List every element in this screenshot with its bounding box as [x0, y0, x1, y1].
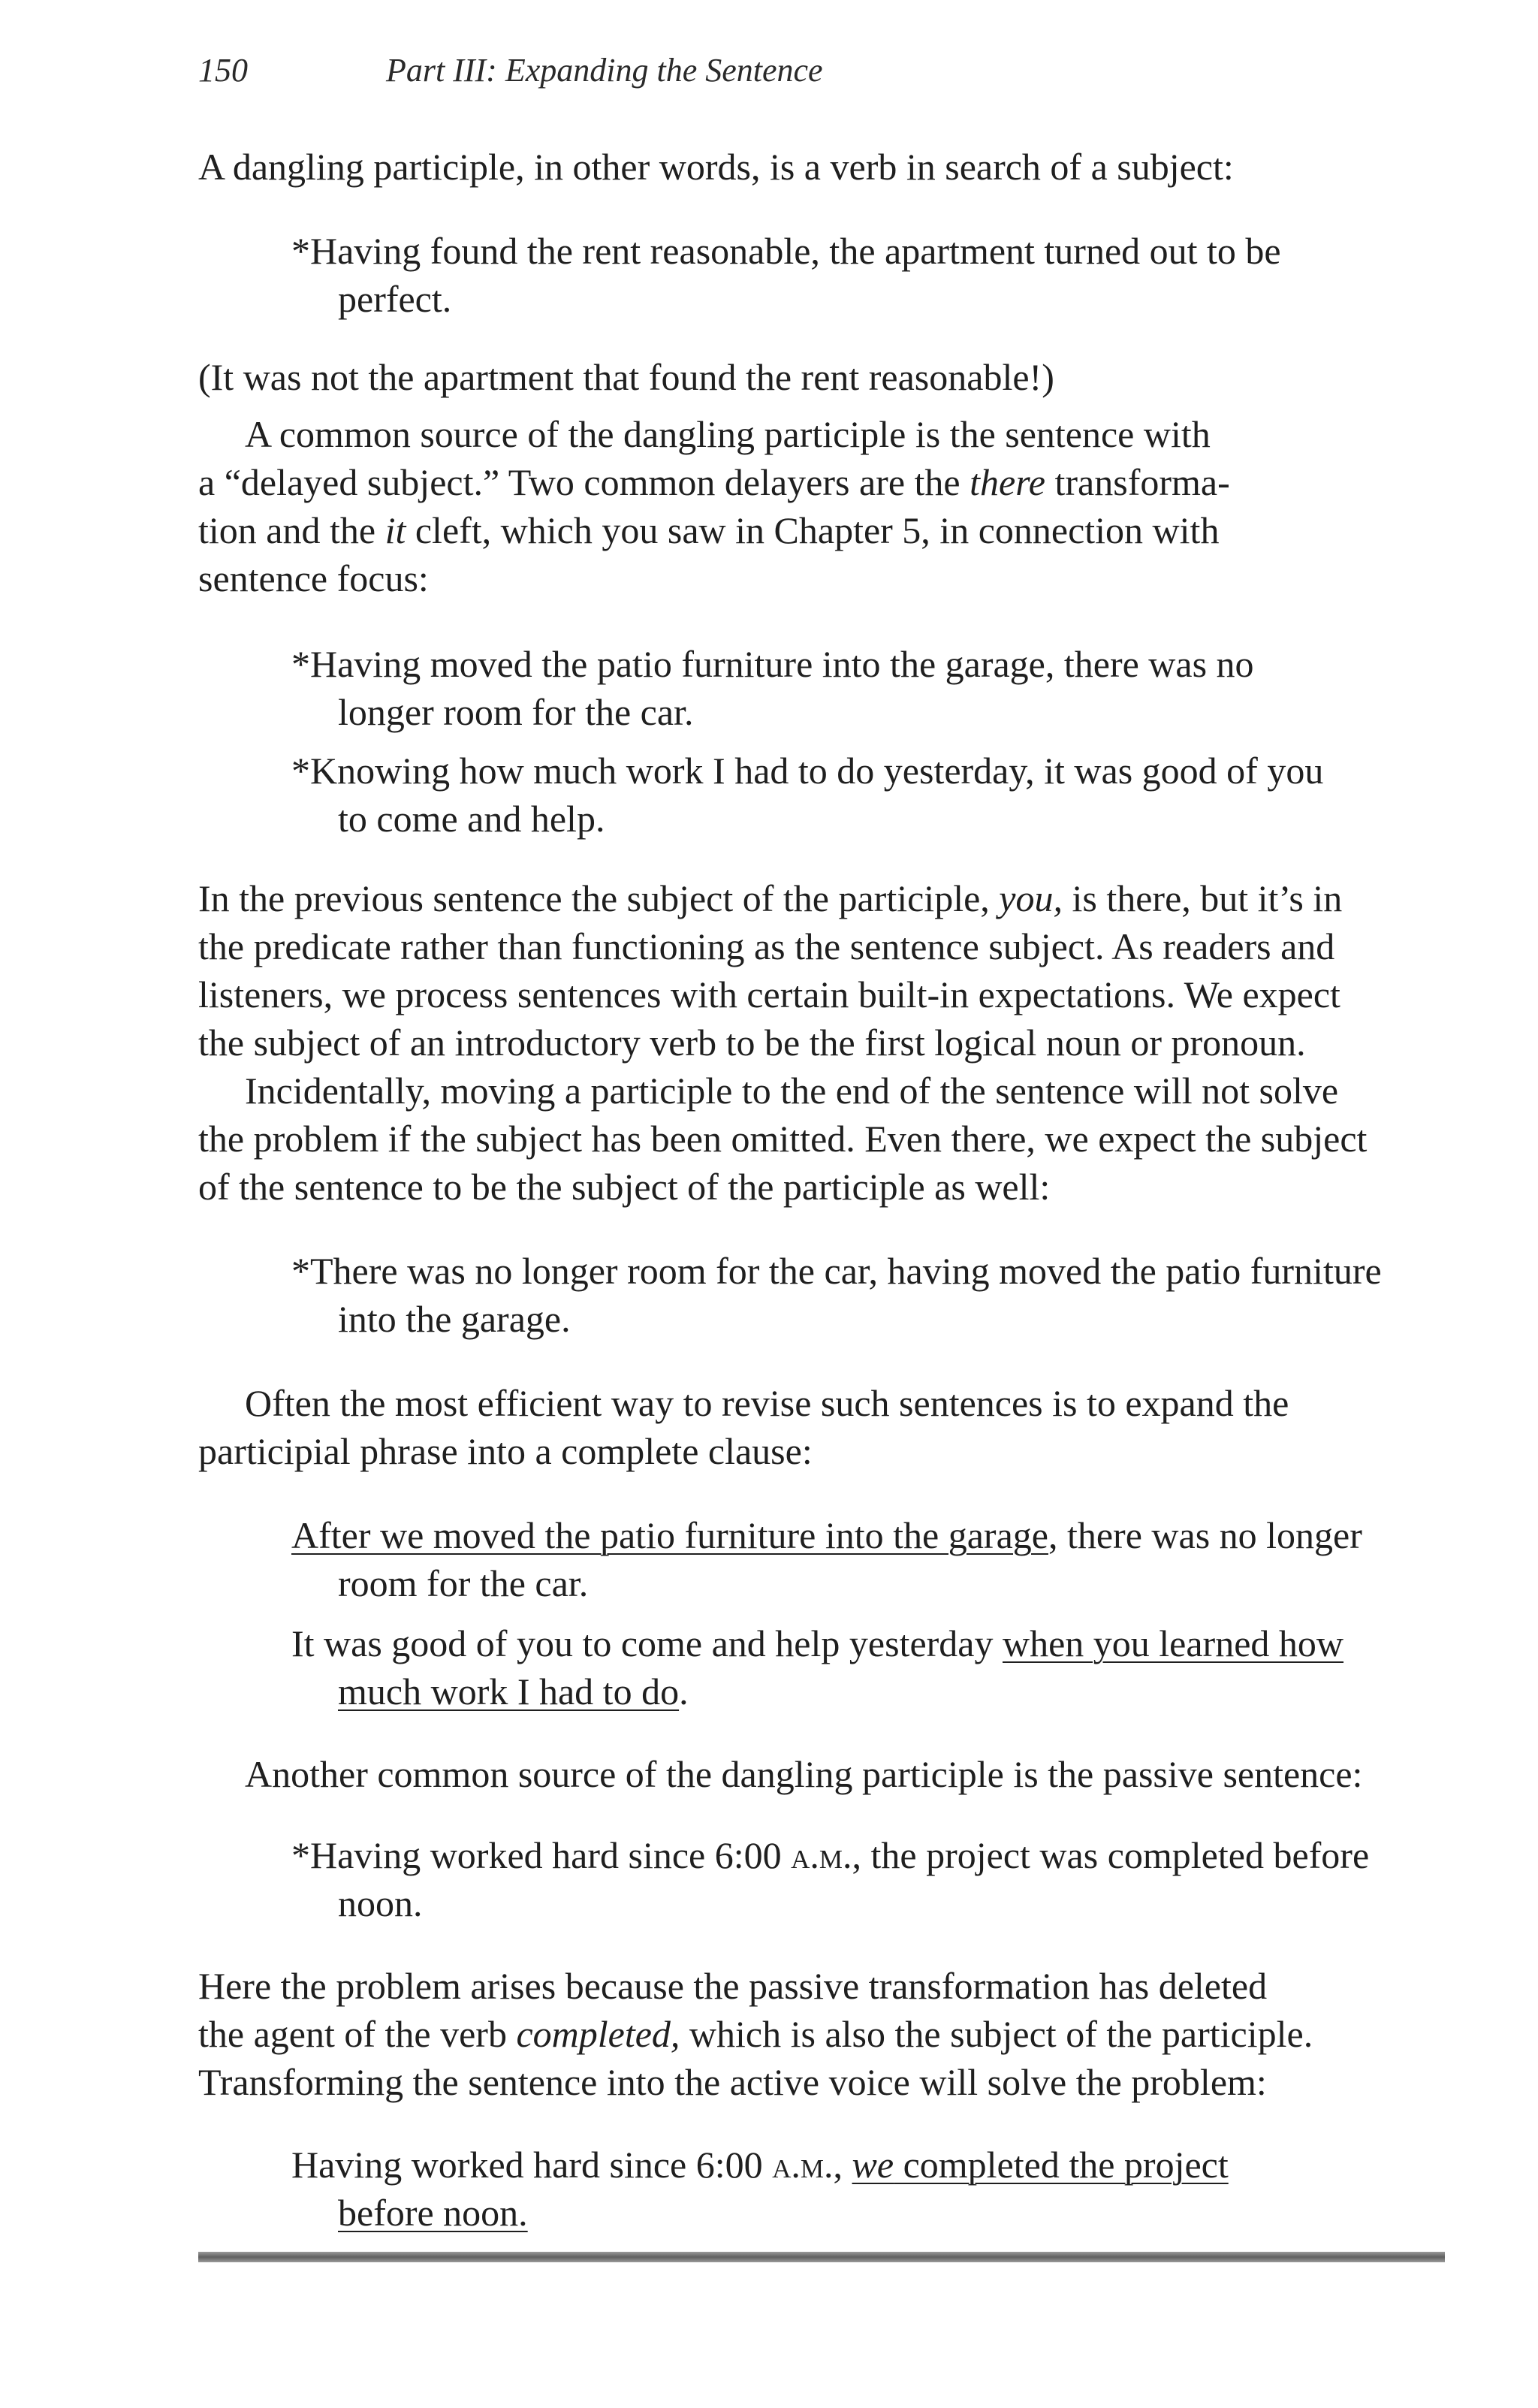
- text-span: , the project was completed before: [852, 1834, 1370, 1876]
- example-line: room for the car.: [338, 1562, 589, 1604]
- page-number: 150: [198, 52, 248, 89]
- example-line: [291, 2141, 1229, 2189]
- text-span: cleft, which you saw in Chapter 5, in connection with: [406, 509, 1220, 551]
- paragraph-line: listeners, we process sentences with certain built-in expectations. We expect: [198, 973, 1340, 1015]
- example-line: noon.: [338, 1882, 423, 1924]
- example-line: [291, 1511, 1362, 1559]
- paragraph-line: A dangling participle, in other words, is a verb in search of a subject:: [198, 146, 1234, 188]
- example-line: *There was no longer room for the car, having moved the patio furniture: [291, 1250, 1382, 1292]
- example-line: longer room for the car.: [338, 691, 694, 733]
- example-line: [338, 2189, 528, 2237]
- example-line: to come and help.: [338, 798, 605, 840]
- paragraph-line: of the sentence to be the subject of the participle as well:: [198, 1166, 1051, 1208]
- underlined-clause: before noon.: [338, 2192, 528, 2234]
- underlined-clause: much work I had to do: [338, 1670, 680, 1712]
- emphasis: it: [384, 509, 406, 551]
- small-caps-time: a.m.: [791, 1834, 852, 1876]
- paragraph-line: [198, 874, 1342, 922]
- paragraph-line: Another common source of the dangling participle is the passive sentence:: [245, 1753, 1363, 1795]
- text-span: In the previous sentence the subject of the participle,: [198, 877, 1000, 919]
- text-span: , there was no longer: [1048, 1514, 1362, 1556]
- paragraph-line: A common source of the dangling participle is the sentence with: [245, 413, 1211, 455]
- text-span: Having worked hard since 6:00: [291, 2144, 773, 2186]
- underlined-clause: After we moved the patio furniture into the garage: [291, 1514, 1048, 1556]
- example-line: [338, 1667, 689, 1715]
- paragraph-line: Transforming the sentence into the active voice will solve the problem:: [198, 2061, 1267, 2103]
- paragraph-line: (It was not the apartment that found the rent reasonable!): [198, 356, 1054, 398]
- text-span: *Having worked hard since 6:00: [291, 1834, 792, 1876]
- example-line: [291, 1831, 1369, 1879]
- paragraph-line: Incidentally, moving a participle to the end of the sentence will not solve: [245, 1070, 1339, 1112]
- underlined-clause: completed the project: [894, 2144, 1229, 2186]
- running-header: [198, 51, 823, 89]
- paragraph-line: [198, 2010, 1313, 2058]
- text-span: ,: [833, 2144, 852, 2186]
- emphasis: there: [970, 461, 1045, 503]
- bottom-rule: [198, 2252, 1445, 2262]
- underlined-clause: when you learned how: [1002, 1622, 1344, 1664]
- example-line: *Knowing how much work I had to do yesterday, it was good of you: [291, 750, 1324, 792]
- text-span: a “delayed subject.” Two common delayers are the: [198, 461, 970, 503]
- example-line: into the garage.: [338, 1298, 571, 1340]
- paragraph-line: Here the problem arises because the passive transformation has deleted: [198, 1965, 1268, 2007]
- text-span: tion and the: [198, 509, 385, 551]
- example-line: [291, 1619, 1343, 1667]
- text-span: .: [679, 1670, 689, 1712]
- text-span: transforma-: [1045, 461, 1230, 503]
- paragraph-line: the problem if the subject has been omitted. Even there, we expect the subject: [198, 1118, 1368, 1160]
- example-line: *Having found the rent reasonable, the apartment turned out to be: [291, 230, 1281, 272]
- underlined-emphasis: we: [852, 2144, 894, 2186]
- small-caps-time: a.m.: [772, 2144, 834, 2186]
- paragraph-line: participial phrase into a complete clause:: [198, 1430, 813, 1472]
- paragraph-line: sentence focus:: [198, 557, 429, 599]
- running-title: Part III: Expanding the Sentence: [386, 52, 823, 89]
- emphasis: you,: [999, 877, 1063, 919]
- paragraph-line: Often the most efficient way to revise such sentences is to expand the: [245, 1382, 1289, 1424]
- text-span: It was good of you to come and help yesterday: [291, 1622, 1003, 1664]
- text-span: is there, but it’s in: [1063, 877, 1343, 919]
- text-span: the agent of the verb: [198, 2013, 517, 2055]
- example-line: perfect.: [338, 278, 452, 320]
- paragraph-line: the predicate rather than functioning as the sentence subject. As readers and: [198, 925, 1335, 967]
- text-span: which is also the subject of the participle.: [680, 2013, 1313, 2055]
- paragraph-line: [198, 506, 1219, 554]
- example-line: *Having moved the patio furniture into the garage, there was no: [291, 643, 1254, 685]
- paragraph-line: the subject of an introductory verb to be the first logical noun or pronoun.: [198, 1021, 1306, 1064]
- paragraph-line: [198, 458, 1230, 506]
- emphasis: completed,: [516, 2013, 680, 2055]
